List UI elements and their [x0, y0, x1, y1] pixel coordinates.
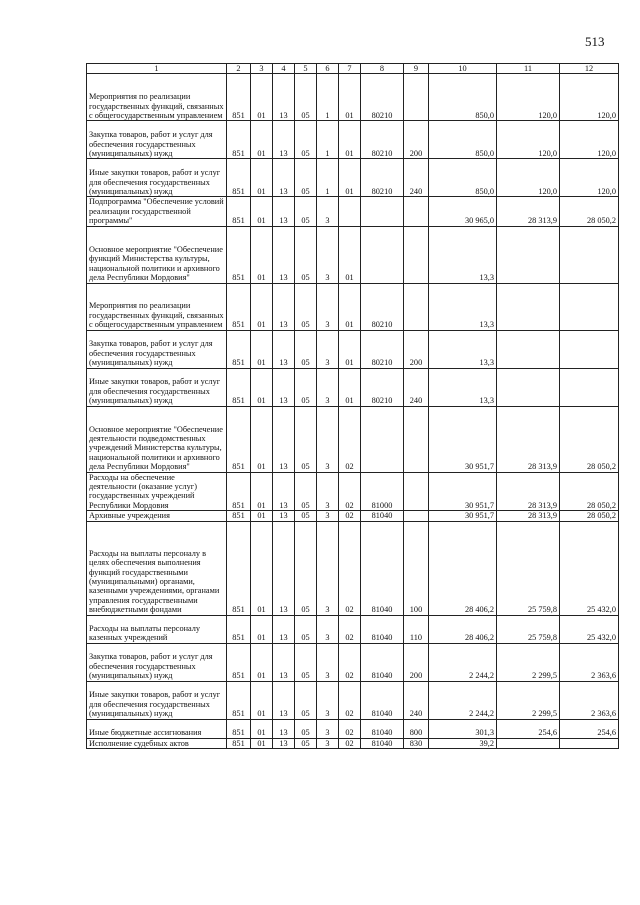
program-code: 05	[295, 74, 317, 121]
expense-type-code: 110	[404, 615, 429, 643]
column-header: 11	[497, 64, 560, 74]
ministry-code: 851	[227, 197, 251, 226]
activity-code: 01	[339, 226, 361, 283]
subsection-code: 13	[273, 197, 295, 226]
amount-col-11: 25 759,8	[497, 521, 560, 615]
table-row	[87, 406, 619, 472]
subsection-code: 13	[273, 681, 295, 719]
amount-col-10: 301,3	[429, 719, 497, 738]
target-article-code: 81040	[361, 521, 404, 615]
subsection-code: 13	[273, 159, 295, 197]
target-article-code: 80210	[361, 74, 404, 121]
section-code: 01	[251, 719, 273, 738]
amount-col-11: 120,0	[497, 74, 560, 121]
section-code: 01	[251, 681, 273, 719]
program-code: 05	[295, 643, 317, 681]
activity-code: 01	[339, 159, 361, 197]
expense-name: Расходы на выплаты персоналу казенных учреждений	[87, 615, 227, 643]
expense-type-code: 240	[404, 368, 429, 406]
section-code: 01	[251, 615, 273, 643]
expense-type-code	[404, 226, 429, 283]
ministry-code: 851	[227, 719, 251, 738]
section-code: 01	[251, 330, 273, 368]
program-code: 05	[295, 681, 317, 719]
subsection-code: 13	[273, 472, 295, 511]
subsection-code: 13	[273, 74, 295, 121]
subsection-code: 13	[273, 330, 295, 368]
subprogram-code: 3	[317, 738, 339, 748]
expense-name: Основное мероприятие "Обеспечение функций Министерства культуры, национальной политики и архивного дела Республики Мордовия"	[87, 226, 227, 283]
ministry-code: 851	[227, 330, 251, 368]
amount-col-11: 254,6	[497, 719, 560, 738]
subsection-code: 13	[273, 738, 295, 748]
ministry-code: 851	[227, 681, 251, 719]
amount-col-11: 25 759,8	[497, 615, 560, 643]
amount-col-12: 120,0	[560, 74, 619, 121]
expense-type-code	[404, 74, 429, 121]
subprogram-code: 3	[317, 330, 339, 368]
section-code: 01	[251, 643, 273, 681]
subsection-code: 13	[273, 719, 295, 738]
activity-code: 01	[339, 330, 361, 368]
activity-code: 02	[339, 406, 361, 472]
activity-code: 02	[339, 615, 361, 643]
expense-type-code: 200	[404, 330, 429, 368]
amount-col-11	[497, 283, 560, 330]
amount-col-12	[560, 283, 619, 330]
amount-col-12: 2 363,6	[560, 643, 619, 681]
section-code: 01	[251, 472, 273, 511]
amount-col-10: 2 244,2	[429, 681, 497, 719]
expense-name: Иные закупки товаров, работ и услуг для обеспечения государственных (муниципальных) нужд	[87, 159, 227, 197]
expense-type-code: 200	[404, 121, 429, 159]
program-code: 05	[295, 283, 317, 330]
amount-col-10: 13,3	[429, 283, 497, 330]
expense-type-code: 800	[404, 719, 429, 738]
amount-col-10: 13,3	[429, 368, 497, 406]
expense-name: Иные бюджетные ассигнования	[87, 719, 227, 738]
program-code: 05	[295, 121, 317, 159]
ministry-code: 851	[227, 521, 251, 615]
program-code: 05	[295, 511, 317, 521]
section-code: 01	[251, 406, 273, 472]
activity-code: 02	[339, 521, 361, 615]
subprogram-code: 3	[317, 197, 339, 226]
amount-col-10: 28 406,2	[429, 615, 497, 643]
amount-col-11: 2 299,5	[497, 681, 560, 719]
subprogram-code: 3	[317, 511, 339, 521]
amount-col-12: 254,6	[560, 719, 619, 738]
ministry-code: 851	[227, 511, 251, 521]
amount-col-11	[497, 368, 560, 406]
activity-code: 01	[339, 121, 361, 159]
subsection-code: 13	[273, 521, 295, 615]
target-article-code	[361, 406, 404, 472]
amount-col-10: 30 951,7	[429, 406, 497, 472]
section-code: 01	[251, 521, 273, 615]
column-header: 9	[404, 64, 429, 74]
table-row	[87, 74, 619, 121]
amount-col-10: 39,2	[429, 738, 497, 748]
activity-code	[339, 197, 361, 226]
section-code: 01	[251, 159, 273, 197]
amount-col-12	[560, 368, 619, 406]
ministry-code: 851	[227, 406, 251, 472]
subprogram-code: 3	[317, 226, 339, 283]
amount-col-11: 28 313,9	[497, 197, 560, 226]
amount-col-10: 850,0	[429, 159, 497, 197]
amount-col-10: 850,0	[429, 74, 497, 121]
subprogram-code: 1	[317, 159, 339, 197]
amount-col-11: 28 313,9	[497, 511, 560, 521]
amount-col-10: 850,0	[429, 121, 497, 159]
table-row	[87, 738, 619, 748]
column-header: 12	[560, 64, 619, 74]
target-article-code: 81000	[361, 472, 404, 511]
subsection-code: 13	[273, 406, 295, 472]
amount-col-10: 30 965,0	[429, 197, 497, 226]
subprogram-code: 3	[317, 719, 339, 738]
amount-col-10: 28 406,2	[429, 521, 497, 615]
expense-name: Архивные учреждения	[87, 511, 227, 521]
ministry-code: 851	[227, 368, 251, 406]
column-header: 3	[251, 64, 273, 74]
program-code: 05	[295, 406, 317, 472]
ministry-code: 851	[227, 472, 251, 511]
target-article-code: 81040	[361, 681, 404, 719]
target-article-code: 80210	[361, 330, 404, 368]
amount-col-11	[497, 226, 560, 283]
subprogram-code: 3	[317, 521, 339, 615]
amount-col-12	[560, 330, 619, 368]
amount-col-12	[560, 226, 619, 283]
target-article-code: 80210	[361, 283, 404, 330]
expense-name: Расходы на выплаты персоналу в целях обеспечения выполнения функций государственными (муниципальными) органами, казенными учреждениями, органами управления государственными внебюджетными фондами	[87, 521, 227, 615]
column-header: 1	[87, 64, 227, 74]
page-number: 513	[585, 34, 605, 49]
amount-col-11	[497, 738, 560, 748]
column-header: 2	[227, 64, 251, 74]
expense-name: Закупка товаров, работ и услуг для обеспечения государственных (муниципальных) нужд	[87, 330, 227, 368]
activity-code: 02	[339, 719, 361, 738]
target-article-code	[361, 226, 404, 283]
subsection-code: 13	[273, 615, 295, 643]
ministry-code: 851	[227, 74, 251, 121]
expense-type-code: 240	[404, 681, 429, 719]
subprogram-code: 3	[317, 615, 339, 643]
expense-name: Расходы на обеспечение деятельности (оказание услуг) государственных учреждений Республики Мордовия	[87, 472, 227, 511]
amount-col-11: 120,0	[497, 121, 560, 159]
column-header: 7	[339, 64, 361, 74]
section-code: 01	[251, 197, 273, 226]
expense-name: Закупка товаров, работ и услуг для обеспечения государственных (муниципальных) нужд	[87, 121, 227, 159]
table-row	[87, 719, 619, 738]
expense-type-code	[404, 511, 429, 521]
amount-col-11: 120,0	[497, 159, 560, 197]
program-code: 05	[295, 368, 317, 406]
activity-code: 02	[339, 643, 361, 681]
subprogram-code: 1	[317, 74, 339, 121]
expense-name: Основное мероприятие "Обеспечение деятельности подведомственных учреждений Министерства культуры, национальной политики и архивного дела Республики Мордовия"	[87, 406, 227, 472]
expense-name: Иные закупки товаров, работ и услуг для обеспечения государственных (муниципальных) нужд	[87, 681, 227, 719]
activity-code: 02	[339, 472, 361, 511]
expense-name: Исполнение судебных актов	[87, 738, 227, 748]
program-code: 05	[295, 197, 317, 226]
expense-type-code: 830	[404, 738, 429, 748]
amount-col-12	[560, 738, 619, 748]
program-code: 05	[295, 159, 317, 197]
amount-col-10: 13,3	[429, 330, 497, 368]
table-row	[87, 521, 619, 615]
program-code: 05	[295, 472, 317, 511]
subsection-code: 13	[273, 283, 295, 330]
subprogram-code: 3	[317, 643, 339, 681]
table-header-row	[87, 64, 619, 74]
column-header: 4	[273, 64, 295, 74]
program-code: 05	[295, 719, 317, 738]
target-article-code: 80210	[361, 121, 404, 159]
subprogram-code: 1	[317, 121, 339, 159]
target-article-code: 81040	[361, 643, 404, 681]
subsection-code: 13	[273, 368, 295, 406]
expense-type-code	[404, 197, 429, 226]
expense-name: Иные закупки товаров, работ и услуг для обеспечения государственных (муниципальных) нужд	[87, 368, 227, 406]
section-code: 01	[251, 226, 273, 283]
expense-type-code: 100	[404, 521, 429, 615]
column-header: 6	[317, 64, 339, 74]
amount-col-12: 28 050,2	[560, 406, 619, 472]
amount-col-12: 120,0	[560, 121, 619, 159]
section-code: 01	[251, 368, 273, 406]
subprogram-code: 3	[317, 472, 339, 511]
expense-type-code	[404, 406, 429, 472]
amount-col-10: 13,3	[429, 226, 497, 283]
table-row	[87, 472, 619, 511]
amount-col-12: 28 050,2	[560, 511, 619, 521]
amount-col-11: 28 313,9	[497, 472, 560, 511]
expense-name: Закупка товаров, работ и услуг для обеспечения государственных (муниципальных) нужд	[87, 643, 227, 681]
expense-type-code: 200	[404, 643, 429, 681]
section-code: 01	[251, 511, 273, 521]
ministry-code: 851	[227, 643, 251, 681]
amount-col-12: 2 363,6	[560, 681, 619, 719]
subsection-code: 13	[273, 511, 295, 521]
expense-name: Мероприятия по реализации государственных функций, связанных с общегосударственным управлением	[87, 283, 227, 330]
amount-col-12: 28 050,2	[560, 197, 619, 226]
amount-col-12: 25 432,0	[560, 615, 619, 643]
section-code: 01	[251, 738, 273, 748]
expense-name: Подпрограмма "Обеспечение условий реализации государственной программы"	[87, 197, 227, 226]
subprogram-code: 3	[317, 368, 339, 406]
column-header: 5	[295, 64, 317, 74]
subprogram-code: 3	[317, 406, 339, 472]
amount-col-10: 2 244,2	[429, 643, 497, 681]
amount-col-10: 30 951,7	[429, 472, 497, 511]
table-row	[87, 681, 619, 719]
target-article-code: 81040	[361, 511, 404, 521]
activity-code: 02	[339, 681, 361, 719]
table-row	[87, 226, 619, 283]
amount-col-12: 28 050,2	[560, 472, 619, 511]
target-article-code: 80210	[361, 368, 404, 406]
target-article-code: 81040	[361, 738, 404, 748]
program-code: 05	[295, 615, 317, 643]
ministry-code: 851	[227, 121, 251, 159]
activity-code: 02	[339, 738, 361, 748]
program-code: 05	[295, 330, 317, 368]
amount-col-11	[497, 330, 560, 368]
table-row	[87, 615, 619, 643]
amount-col-10: 30 951,7	[429, 511, 497, 521]
expense-name: Мероприятия по реализации государственных функций, связанных с общегосударственным управлением	[87, 74, 227, 121]
target-article-code: 81040	[361, 615, 404, 643]
table-row	[87, 368, 619, 406]
expense-type-code: 240	[404, 159, 429, 197]
ministry-code: 851	[227, 738, 251, 748]
subsection-code: 13	[273, 226, 295, 283]
section-code: 01	[251, 283, 273, 330]
table-row	[87, 197, 619, 226]
expense-type-code	[404, 283, 429, 330]
program-code: 05	[295, 738, 317, 748]
table-row	[87, 511, 619, 521]
ministry-code: 851	[227, 283, 251, 330]
target-article-code	[361, 197, 404, 226]
table-row	[87, 643, 619, 681]
table-row	[87, 121, 619, 159]
ministry-code: 851	[227, 159, 251, 197]
budget-table	[86, 63, 619, 749]
subsection-code: 13	[273, 643, 295, 681]
amount-col-12: 25 432,0	[560, 521, 619, 615]
table-row	[87, 283, 619, 330]
expense-type-code	[404, 472, 429, 511]
subprogram-code: 3	[317, 283, 339, 330]
subprogram-code: 3	[317, 681, 339, 719]
activity-code: 01	[339, 283, 361, 330]
program-code: 05	[295, 521, 317, 615]
activity-code: 01	[339, 368, 361, 406]
target-article-code: 80210	[361, 159, 404, 197]
amount-col-11: 28 313,9	[497, 406, 560, 472]
program-code: 05	[295, 226, 317, 283]
activity-code: 01	[339, 74, 361, 121]
ministry-code: 851	[227, 226, 251, 283]
subsection-code: 13	[273, 121, 295, 159]
table-row	[87, 330, 619, 368]
ministry-code: 851	[227, 615, 251, 643]
section-code: 01	[251, 74, 273, 121]
column-header: 10	[429, 64, 497, 74]
amount-col-11: 2 299,5	[497, 643, 560, 681]
target-article-code: 81040	[361, 719, 404, 738]
table-row	[87, 159, 619, 197]
activity-code: 02	[339, 511, 361, 521]
column-header: 8	[361, 64, 404, 74]
section-code: 01	[251, 121, 273, 159]
amount-col-12: 120,0	[560, 159, 619, 197]
